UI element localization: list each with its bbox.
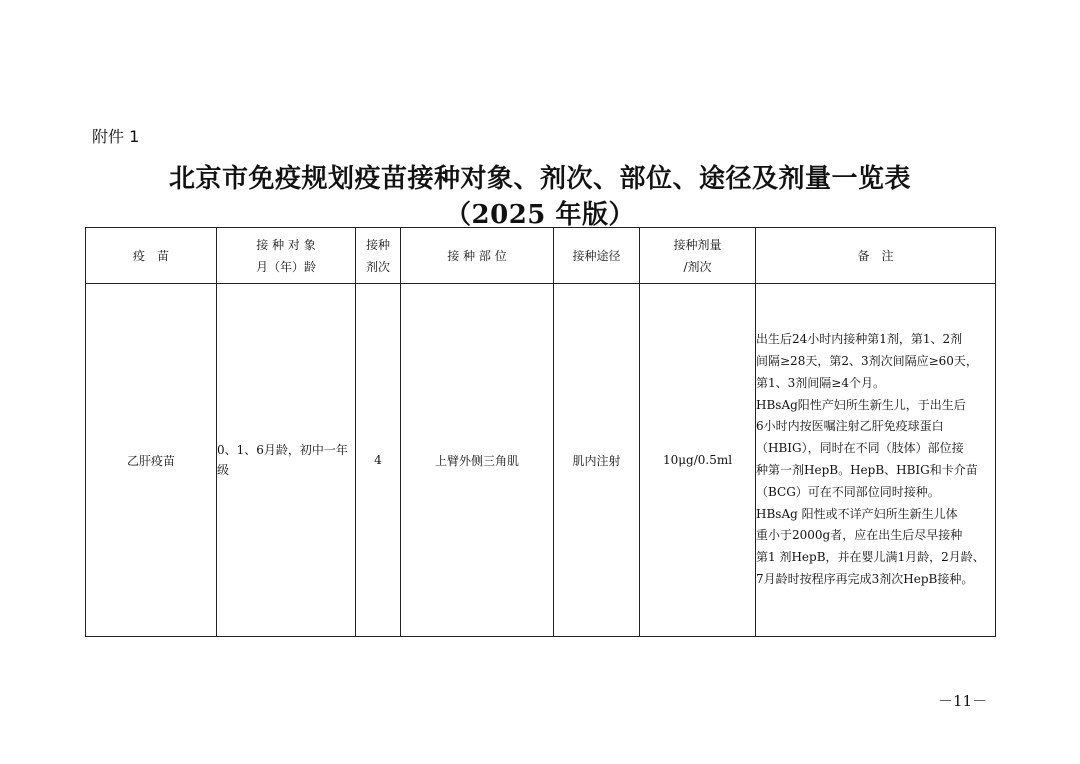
vaccine-schedule-table bbox=[85, 227, 996, 637]
header-doses-line1: 接种 bbox=[365, 237, 390, 252]
header-target bbox=[217, 228, 356, 284]
remark-line: 出生后24小时内接种第1剂，第1、2剂 bbox=[756, 332, 963, 347]
cell-target: 0、1、6月龄，初中一年级 bbox=[217, 284, 356, 637]
remark-line: HBsAg 阳性或不详产妇所生新生儿体 bbox=[756, 506, 958, 521]
attachment-label: 附件 1 bbox=[92, 127, 140, 146]
header-vaccine: 疫 苗 bbox=[86, 228, 217, 284]
header-site: 接 种 部 位 bbox=[401, 228, 554, 284]
remark-line: 第1 剂HepB，并在婴儿满1月龄，2月龄、 bbox=[756, 550, 985, 565]
header-dose-line2: /剂次 bbox=[683, 259, 712, 274]
remark-line: （BCG）可在不同部位同时接种。 bbox=[756, 484, 940, 499]
header-doses bbox=[356, 228, 401, 284]
table-header-row bbox=[86, 228, 996, 284]
header-dose-line1: 接种剂量 bbox=[673, 237, 722, 252]
document-subtitle-edition: （2025 年版） bbox=[445, 200, 635, 230]
cell-dose: 10μg/0.5ml bbox=[640, 284, 756, 637]
header-remarks: 备 注 bbox=[756, 228, 996, 284]
header-dose bbox=[640, 228, 756, 284]
document-title: 北京市免疫规划疫苗接种对象、剂次、部位、途径及剂量一览表 bbox=[168, 164, 911, 194]
cell-site: 上臂外侧三角肌 bbox=[401, 284, 554, 637]
cell-doses: 4 bbox=[356, 284, 401, 637]
page-number: －11－ bbox=[938, 692, 988, 710]
cell-vaccine: 乙肝疫苗 bbox=[86, 284, 217, 637]
remark-line: （HBIG），同时在不同（肢体）部位接 bbox=[756, 441, 964, 456]
cell-remarks bbox=[756, 284, 996, 637]
remark-line: 6小时内按医嘱注射乙肝免疫球蛋白 bbox=[756, 419, 944, 434]
header-target-line2: 月（年）龄 bbox=[255, 259, 316, 274]
remark-line: HBsAg阳性产妇所生新生儿，于出生后 bbox=[756, 397, 966, 412]
remark-line: 间隔≥28天，第2、3剂次间隔应≥60天， bbox=[756, 354, 978, 369]
header-doses-line2: 剂次 bbox=[365, 259, 390, 274]
remark-line: 重小于2000g者，应在出生后尽早接种 bbox=[756, 528, 963, 543]
cell-route: 肌内注射 bbox=[554, 284, 640, 637]
header-route: 接种途径 bbox=[554, 228, 640, 284]
remark-line: 第1、3剂间隔≥4个月。 bbox=[756, 375, 885, 390]
table-row bbox=[86, 284, 996, 637]
remark-line: 种第一剂HepB。HepB、HBIG和卡介苗 bbox=[756, 463, 978, 477]
header-target-line1: 接 种 对 象 bbox=[256, 237, 316, 252]
remark-line: 7月龄时按程序再完成3剂次HepB接种。 bbox=[756, 571, 974, 586]
